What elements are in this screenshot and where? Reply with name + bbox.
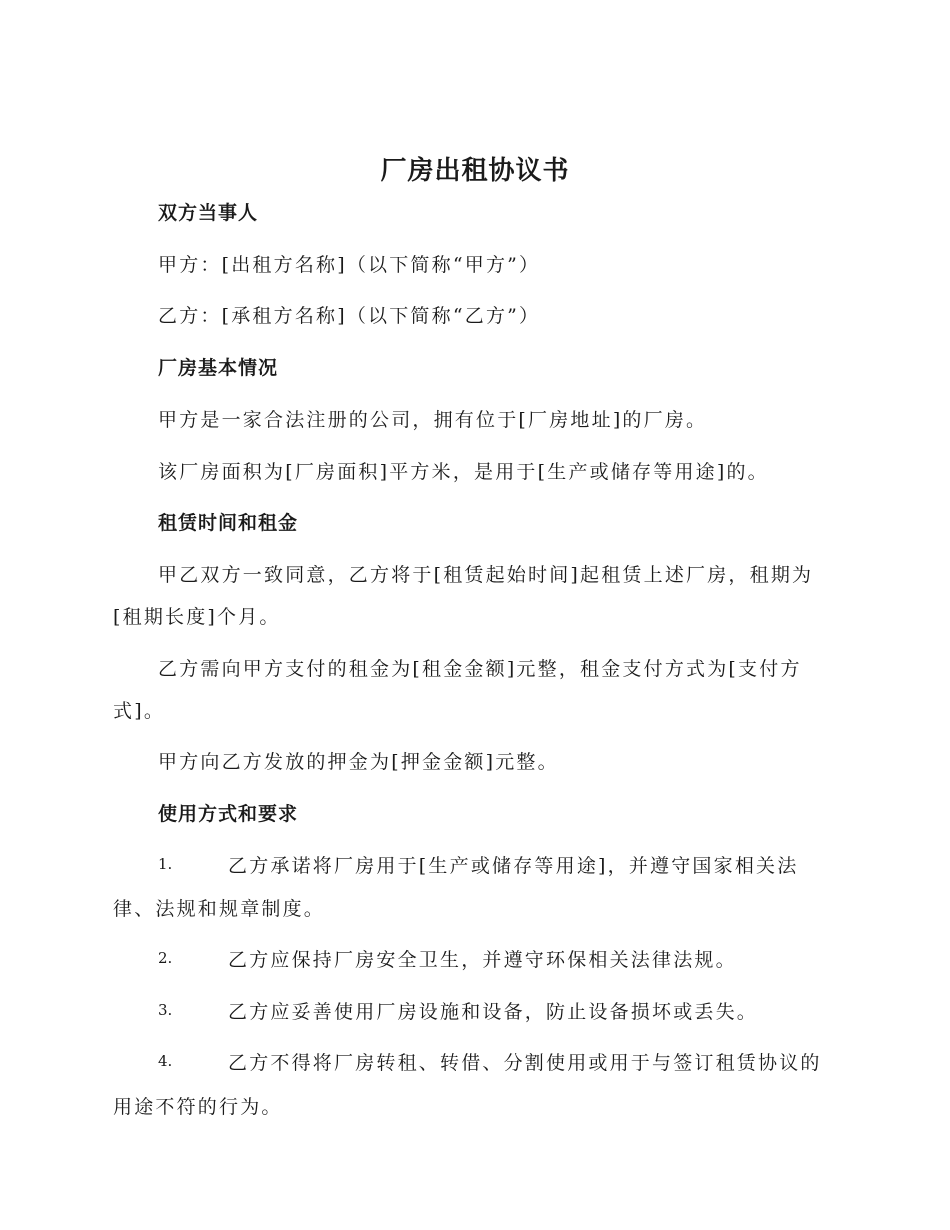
section-heading-lease: 租赁时间和租金 [158,512,299,534]
party-a-line: 甲方：[出租方名称]（以下简称“甲方”） [158,254,541,276]
list-item-1-line-2: 律、法规和规章制度。 [113,898,326,920]
section-heading-parties: 双方当事人 [158,202,259,224]
list-item-number: 3. [158,1001,173,1019]
list-item-4-line-2: 用途不符的行为。 [113,1096,283,1118]
list-item-1-line-1: 乙方承诺将厂房用于[生产或储存等用途]，并遵守国家相关法 [228,855,799,877]
premises-paragraph-2: 该厂房面积为[厂房面积]平方米，是用于[生产或储存等用途]的。 [158,461,769,483]
list-item-number: 2. [158,949,173,967]
list-item-number: 1. [158,855,173,873]
lease-paragraph-1-line-1: 甲乙双方一致同意，乙方将于[租赁起始时间]起租赁上述厂房，租期为 [158,564,814,586]
list-item-number: 4. [158,1052,173,1070]
lease-paragraph-3: 甲方向乙方发放的押金为[押金金额]元整。 [158,751,559,773]
document-title: 厂房出租协议书 [380,156,570,186]
section-heading-premises: 厂房基本情况 [158,357,279,379]
list-item-3-line-1: 乙方应妥善使用厂房设施和设备，防止设备损坏或丢失。 [228,1001,759,1023]
lease-paragraph-1-line-2: [租期长度]个月。 [113,606,281,628]
section-heading-usage: 使用方式和要求 [158,803,299,825]
premises-paragraph-1: 甲方是一家合法注册的公司，拥有位于[厂房地址]的厂房。 [158,409,708,431]
lease-paragraph-2-line-2: 式]。 [113,700,166,722]
lease-paragraph-2-line-1: 乙方需向甲方支付的租金为[租金金额]元整，租金支付方式为[支付方 [158,658,802,680]
party-b-line: 乙方：[承租方名称]（以下简称“乙方”） [158,305,541,327]
list-item-2-line-1: 乙方应保持厂房安全卫生，并遵守环保相关法律法规。 [228,949,737,971]
list-item-4-line-1: 乙方不得将厂房转租、转借、分割使用或用于与签订租赁协议的 [228,1052,822,1074]
